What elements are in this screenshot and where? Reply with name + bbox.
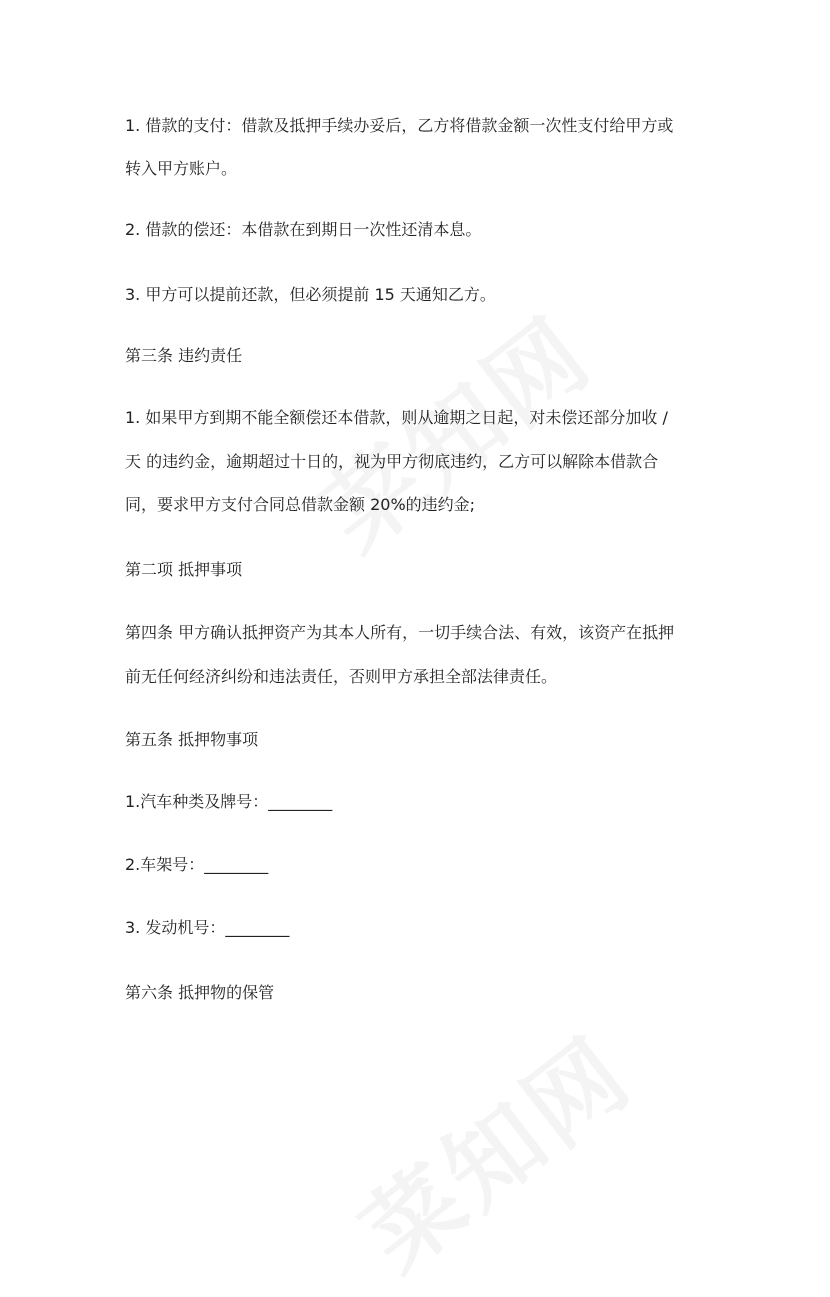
watermark: [330, 1000, 655, 1296]
clause-payment-line2: 转入甲方账户。: [125, 159, 238, 178]
clause-default-line3: 同，要求甲方支付合同总借款金额 20%的违约金;: [125, 495, 476, 514]
heading-article-5: 第五条 抵押物事项: [125, 730, 259, 749]
watermark: [290, 280, 615, 576]
clause-default-line1: 1. 如果甲方到期不能全额偿还本借款，则从逾期之日起，对未偿还部分加收 /: [125, 408, 668, 427]
clause-payment-line1: 1. 借款的支付：借款及抵押手续办妥后，乙方将借款金额一次性支付给甲方或: [125, 116, 674, 135]
clause-repayment: 2. 借款的偿还：本借款在到期日一次性还清本息。: [125, 220, 482, 239]
heading-section-2: 第二项 抵押事项: [125, 560, 243, 579]
field-vehicle-type-plate: 1.汽车种类及牌号：________: [125, 792, 333, 811]
clause-early-repayment: 3. 甲方可以提前还款，但必须提前 15 天通知乙方。: [125, 285, 496, 304]
field-engine-number: 3. 发动机号：________: [125, 918, 290, 937]
heading-article-3: 第三条 违约责任: [125, 346, 243, 365]
clause-default-line2: 天 的违约金，逾期超过十日的，视为甲方彻底违约，乙方可以解除本借款合: [125, 452, 659, 471]
heading-article-6: 第六条 抵押物的保管: [125, 983, 275, 1002]
article-4-line1: 第四条 甲方确认抵押资产为其本人所有，一切手续合法、有效，该资产在抵押: [125, 623, 675, 642]
field-frame-number: 2.车架号：________: [125, 855, 269, 874]
article-4-line2: 前无任何经济纠纷和违法责任，否则甲方承担全部法律责任。: [125, 667, 558, 686]
